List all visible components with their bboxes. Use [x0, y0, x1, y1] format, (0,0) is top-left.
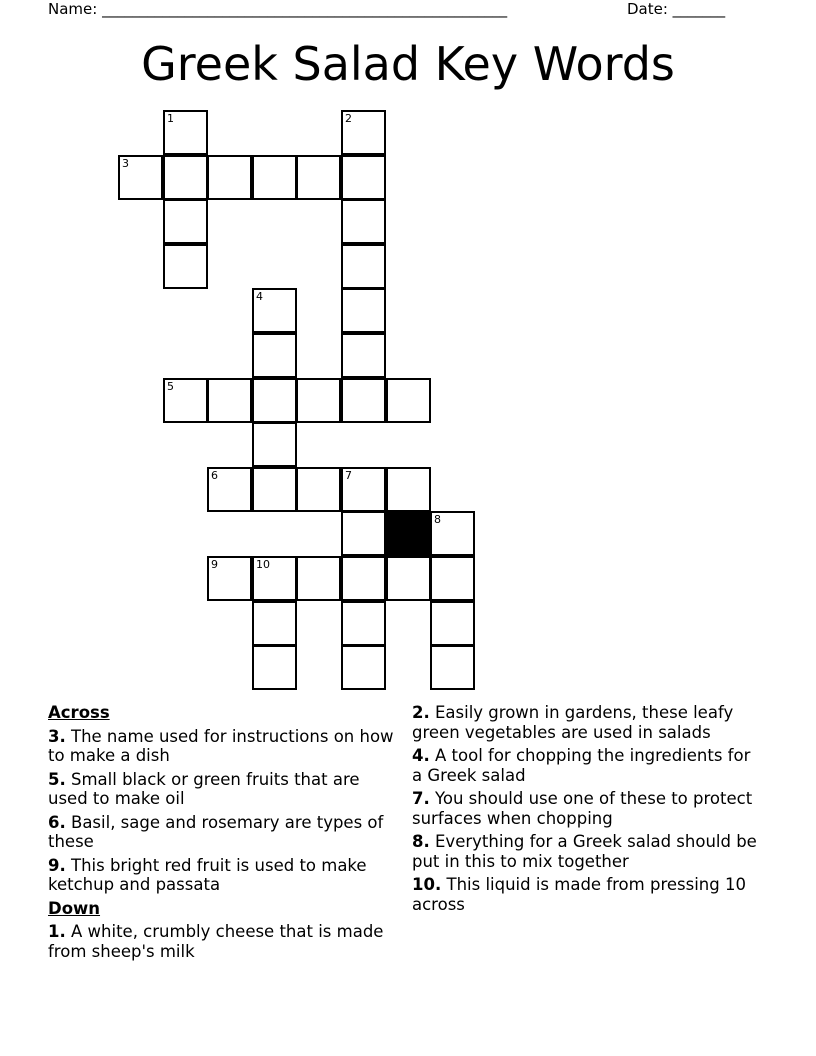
clue-number: 9: [211, 558, 218, 571]
grid-cell[interactable]: [252, 288, 297, 333]
grid-cell[interactable]: [163, 199, 208, 244]
grid-cell[interactable]: [341, 378, 386, 423]
grid-cell[interactable]: [430, 601, 475, 646]
grid-cell[interactable]: [430, 645, 475, 690]
clue-down-2: 2. Easily grown in gardens, these leafy green vegetables are used in salads: [412, 703, 734, 742]
name-field-line: Name: ______________________________________________________: [48, 0, 508, 18]
grid-cell[interactable]: [252, 467, 297, 512]
grid-cell[interactable]: [430, 511, 475, 556]
grid-cell[interactable]: [118, 155, 163, 200]
grid-cell[interactable]: [341, 199, 386, 244]
grid-cell[interactable]: [341, 155, 386, 200]
clue-number: 5: [167, 380, 174, 393]
grid-cell[interactable]: [341, 645, 386, 690]
grid-cell[interactable]: [341, 556, 386, 601]
grid-cell[interactable]: [252, 556, 297, 601]
grid-cell[interactable]: [252, 601, 297, 646]
grid-cell[interactable]: [296, 467, 341, 512]
clue-number: 3: [122, 157, 129, 170]
grid-cell[interactable]: [341, 244, 386, 289]
clue-number: 4: [256, 290, 263, 303]
grid-cell[interactable]: [296, 556, 341, 601]
clue-across-6: 6. Basil, sage and rosemary are types of these: [48, 812, 384, 851]
grid-cell[interactable]: [341, 511, 386, 556]
grid-cell[interactable]: [386, 467, 431, 512]
grid-cell[interactable]: [386, 378, 431, 423]
clue-across-5: 5. Small black or green fruits that are used to make oil: [48, 769, 360, 808]
grid-cell[interactable]: [341, 288, 386, 333]
clue-number: 1: [167, 112, 174, 125]
grid-cell[interactable]: [296, 155, 341, 200]
grid-cell[interactable]: [207, 556, 252, 601]
grid-cell[interactable]: [163, 378, 208, 423]
grid-cell[interactable]: [341, 467, 386, 512]
blocked-cell: [386, 511, 431, 556]
clue-down-4: 4. A tool for chopping the ingredients for a Greek salad: [412, 746, 751, 785]
grid-cell[interactable]: [252, 422, 297, 467]
grid-cell[interactable]: [386, 556, 431, 601]
grid-cell[interactable]: [252, 378, 297, 423]
clue-number: 10: [256, 558, 270, 571]
clues-column-left: [48, 703, 398, 965]
across-heading: Across: [48, 703, 110, 722]
grid-cell[interactable]: [341, 110, 386, 155]
grid-cell[interactable]: [163, 110, 208, 155]
grid-cell[interactable]: [252, 333, 297, 378]
grid-cell[interactable]: [296, 378, 341, 423]
grid-cell[interactable]: [207, 467, 252, 512]
clue-number: 6: [211, 469, 218, 482]
clues-column-right: [412, 703, 762, 918]
grid-cell[interactable]: [430, 556, 475, 601]
grid-cell[interactable]: [163, 155, 208, 200]
date-field-line: Date: _______: [627, 0, 726, 18]
down-heading: Down: [48, 898, 101, 918]
clue-number: 7: [345, 469, 352, 482]
page-title: Greek Salad Key Words: [141, 37, 675, 91]
grid-cell[interactable]: [207, 155, 252, 200]
grid-cell[interactable]: [252, 645, 297, 690]
grid-cell[interactable]: [163, 244, 208, 289]
clue-number: 8: [434, 513, 441, 526]
grid-cell[interactable]: [341, 601, 386, 646]
clue-number: 2: [345, 112, 352, 125]
grid-cell[interactable]: [341, 333, 386, 378]
clue-down-8: 8. Everything for a Greek salad should be put in this to mix together: [412, 832, 757, 871]
clue-across-3: 3. The name used for instructions on how to make a dish: [48, 726, 394, 765]
grid-cell[interactable]: [252, 155, 297, 200]
clue-down-10: 10. This liquid is made from pressing 10 across: [412, 875, 746, 914]
clue-down-1: 1. A white, crumbly cheese that is made from sheep's milk: [48, 922, 384, 961]
grid-cell[interactable]: [207, 378, 252, 423]
clue-down-7: 7. You should use one of these to protect surfaces when chopping: [412, 789, 753, 828]
clue-across-9: 9. This bright red fruit is used to make ketchup and passata: [48, 855, 367, 894]
